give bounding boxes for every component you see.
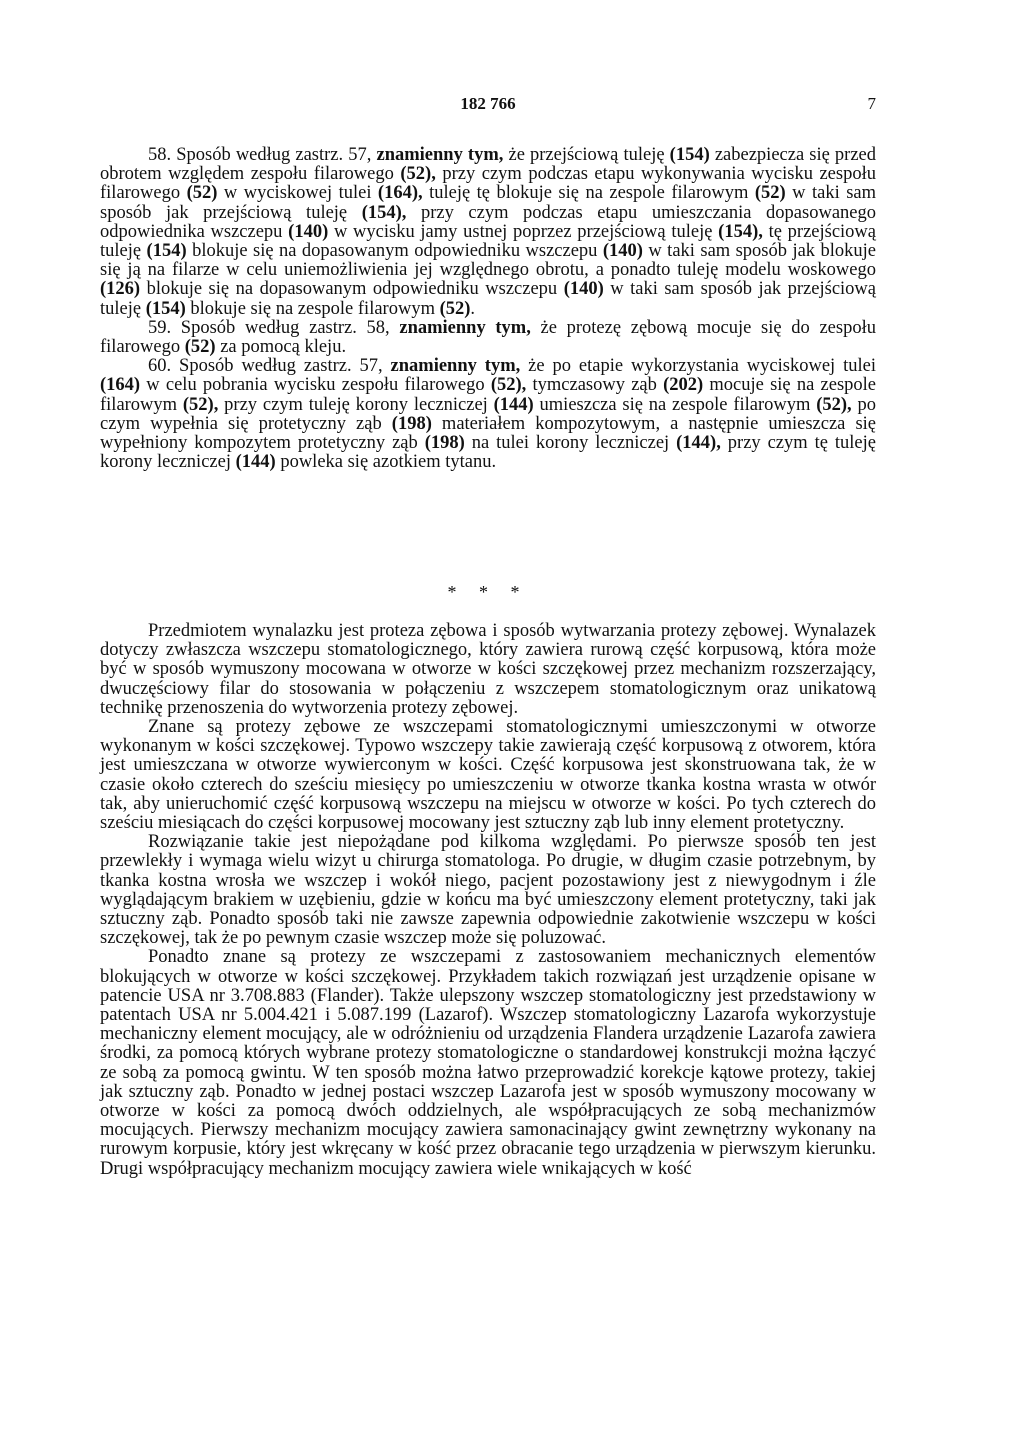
page-number: 7 — [867, 94, 876, 113]
section-separator: * * * — [447, 582, 529, 602]
claim-59: 59. Sposób według zastrz. 58, znamienny tym, że protezę zębową mocuje się do zespołu filarowego (52) za pomocą kleju. — [100, 317, 876, 358]
patent-number: 182 766 — [460, 94, 516, 113]
description-paragraph: Ponadto znane są protezy ze wszczepami z zastosowaniem mechanicznych elementów blokujących w otworze w kości szczękowej. Przykładem takich rozwiązań jest urządzenie opisane w patencie USA nr 3.708.883 (Flander). Także ulepszony wszczep stomatologiczny jest przedstawiony w patentach USA nr 5.004.421 i 5.087.199 (Lazarof). Wszczep stomatologiczny Lazarofa wykorzystuje mechaniczny element mocujący, ale w odróżnieniu od urządzenia Flandera urządzenie Lazarofa zawiera środki, za pomocą których wybrane protezy stomatologiczne o standardowej konstrukcji można łączyć ze sobą za pomocą gwintu. W ten sposób można łatwo przeprowadzić korekcje kątowe protezy, takiej jak sztuczny ząb. Ponadto w jednej postaci wszczep Lazarofa jest w sposób wymuszony mocowany w otworze w kości za pomocą dwóch oddzielnych, ale współpracujących ze sobą mechanizmów mocujących. Pierwszy mechanizm mocujący zawiera samonacinający gwint zewnętrzny wykonany na rurowym korpusie, który jest wkręcany w kość przez obracanie tego urządzenia w pierwszym kierunku. Drugi współpracujący mechanizm mocujący zawiera wiele wnikających w kość — [100, 947, 876, 1179]
claim-60: 60. Sposób według zastrz. 57, znamienny tym, że po etapie wykorzystania wyciskowej tulei (164) w celu pobrania wycisku zespołu filarowego (52), tymczasowy ząb (202) mocuje się na zespole filarowym (52), przy czym tuleję korony leczniczej (144) umieszcza się na zespole filarowym (52), po czym wypełnia się protetyczny ząb (198) materiałem kompozytowym, a następnie umieszcza się wypełniony kompozytem protetyczny ząb (198) na tulei korony leczniczej (144), przy czym tę tuleję korony leczniczej (144) powleka się azotkiem tytanu. — [100, 356, 877, 473]
page-header — [100, 94, 876, 118]
claims-section — [100, 146, 876, 472]
description-section — [100, 622, 876, 1179]
description-paragraph: Rozwiązanie takie jest niepożądane pod kilkoma względami. Po pierwsze sposób ten jest przewlekły i wymaga wielu wizyt u chirurga stomatologa. Po drugie, w długim czasie potrzebnym, by tkanka kostna wrosła we wszczep i wokół niego, pacjent pozostawiony jest z niewygodnym i źle wyglądającym brakiem w uzębieniu, gdzie w końcu ma być umieszczony element protetyczny, taki jak sztuczny ząb. Ponadto sposób taki nie zawsze zapewnia odpowiednie zakotwienie wszczepu w kości szczękowej, tak że po pewnym czasie wszczep może się poluzować. — [100, 832, 876, 949]
claim-58: 58. Sposób według zastrz. 57, znamienny tym, że przejściową tuleję (154) zabezpiecza się przed obrotem względem zespołu filarowego (52), przy czym podczas etapu wykonywania wycisku zespołu filarowego (52) w wyciskowej tulei (164), tuleję tę blokuje się na zespole filarowym (52) w taki sam sposób jak przejściową tuleję (154), przy czym podczas etapu umieszczania dopasowanego odpowiednika wszczepu (140) w wycisku jamy ustnej poprzez przejściową tuleję (154), tę przejściową tuleję (154) blokuje się na dopasowanym odpowiedniku wszczepu (140) w taki sam sposób jak blokuje się ją na filarze w celu uniemożliwienia jej względnego obrotu, a ponadto tuleję modelu woskowego (126) blokuje się na dopasowanym odpowiedniku wszczepu (140) w taki sam sposób jak przejściową tuleję (154) blokuje się na zespole filarowym (52). — [100, 145, 877, 319]
description-paragraph: Znane są protezy zębowe ze wszczepami stomatologicznymi umieszczonymi w otworze wykonanym w kości szczękowej. Typowo wszczepy takie zawierają część korpusową z otworem, która jest umieszczana w otworze wywierconym w kości. Część korpusowa jest skonstruowana tak, że w czasie około czterech do sześciu miesięcy po umieszczeniu w otworze tkanka kostna wrasta w otwór tak, aby unieruchomić część korpusową wszczepu na miejscu w otworze w kości. Po tych czterech do sześciu miesiącach do części korpusowej mocowany jest sztuczny ząb lub inny element protetyczny. — [100, 717, 876, 834]
description-paragraph: Przedmiotem wynalazku jest proteza zębowa i sposób wytwarzania protezy zębowej. Wynalazek dotyczy zwłaszcza wszczepu stomatologicznego, który zawiera rurową część korpusową, która może być w sposób wymuszony mocowana w otworze w kości szczękowej przez mechanizm rozszerzający, dwuczęściowy filar do stosowania w połączeniu z wszczepem stomatologicznym oraz unikatową technikę przenoszenia do wytworzenia protezy zębowej. — [100, 621, 876, 718]
